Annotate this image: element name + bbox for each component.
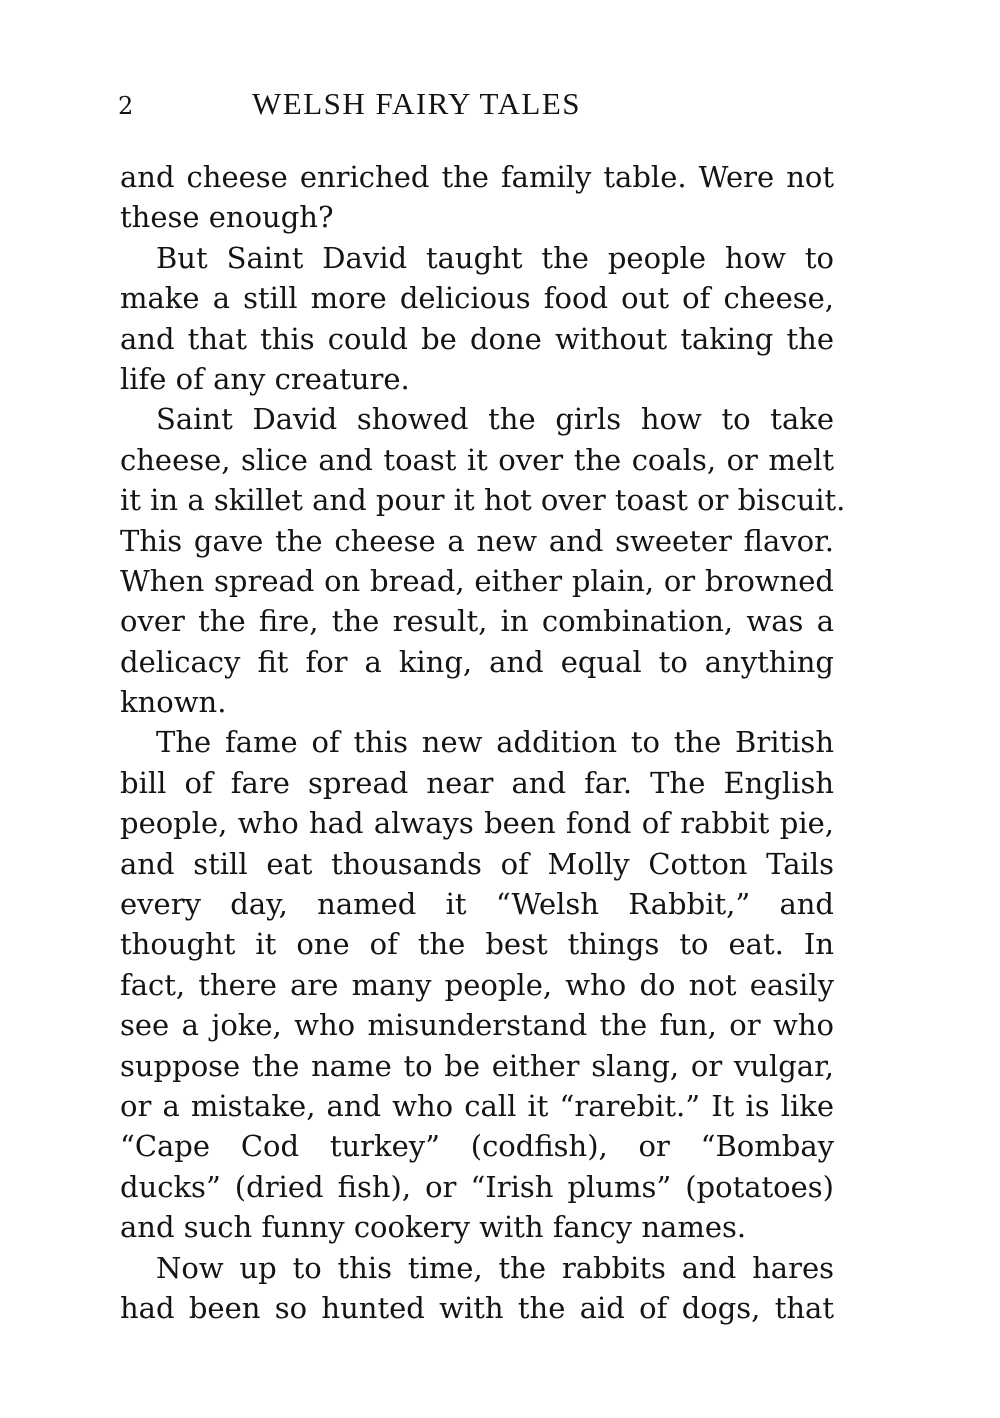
text-line: these enough? (120, 200, 334, 235)
running-head (118, 86, 838, 126)
paragraph-start-line: Now up to this time, the rabbits and hares (156, 1250, 834, 1285)
text-line: ducks” (dried fish), or “Irish plums” (potatoes) (120, 1169, 834, 1204)
text-line: and still eat thousands of Molly Cotton Tails (120, 846, 834, 881)
text-line: “Cape Cod turkey” (codfish), or “Bombay (120, 1129, 834, 1164)
text-line: see a joke, who misunderstand the fun, or who (120, 1008, 834, 1043)
text-line: it in a skillet and pour it hot over toast or biscuit. (120, 483, 846, 518)
body-text (120, 157, 846, 1328)
text-line: known. (120, 685, 227, 720)
text-line: and cheese enriched the family table. Were not (120, 160, 834, 194)
paragraph-start-line: But Saint David taught the people how to (156, 240, 834, 275)
text-line: life of any creature. (120, 361, 410, 396)
text-line: fact, there are many people, who do not easily (120, 967, 834, 1002)
text-line: every day, named it “Welsh Rabbit,” and (120, 887, 834, 922)
paragraph-start-line: Saint David showed the girls how to take (156, 402, 834, 437)
text-line: thought it one of the best things to eat. In (120, 927, 834, 962)
text-line: make a still more delicious food out of cheese, (120, 281, 834, 316)
running-title: WELSH FAIRY TALES (252, 86, 582, 121)
text-line: This gave the cheese a new and sweeter flavor. (120, 523, 834, 558)
text-line: and that this could be done without taking the (120, 321, 834, 356)
text-line: cheese, slice and toast it over the coals, or melt (120, 442, 834, 477)
text-line: When spread on bread, either plain, or browned (120, 563, 834, 598)
text-line: and such funny cookery with fancy names. (120, 1210, 747, 1245)
paragraph-start-line: The fame of this new addition to the British (156, 725, 834, 760)
text-line: had been so hunted with the aid of dogs, that (120, 1290, 834, 1325)
text-line: people, who had always been fond of rabbit pie, (120, 806, 834, 841)
text-line: suppose the name to be either slang, or vulgar, (120, 1048, 834, 1083)
text-line: over the fire, the result, in combination, was a (120, 604, 834, 639)
page-number: 2 (118, 92, 134, 120)
text-line: bill of fare spread near and far. The English (120, 765, 834, 800)
text-line: or a mistake, and who call it “rarebit.” It is like (120, 1088, 834, 1123)
text-line: delicacy fit for a king, and equal to anything (120, 644, 834, 679)
